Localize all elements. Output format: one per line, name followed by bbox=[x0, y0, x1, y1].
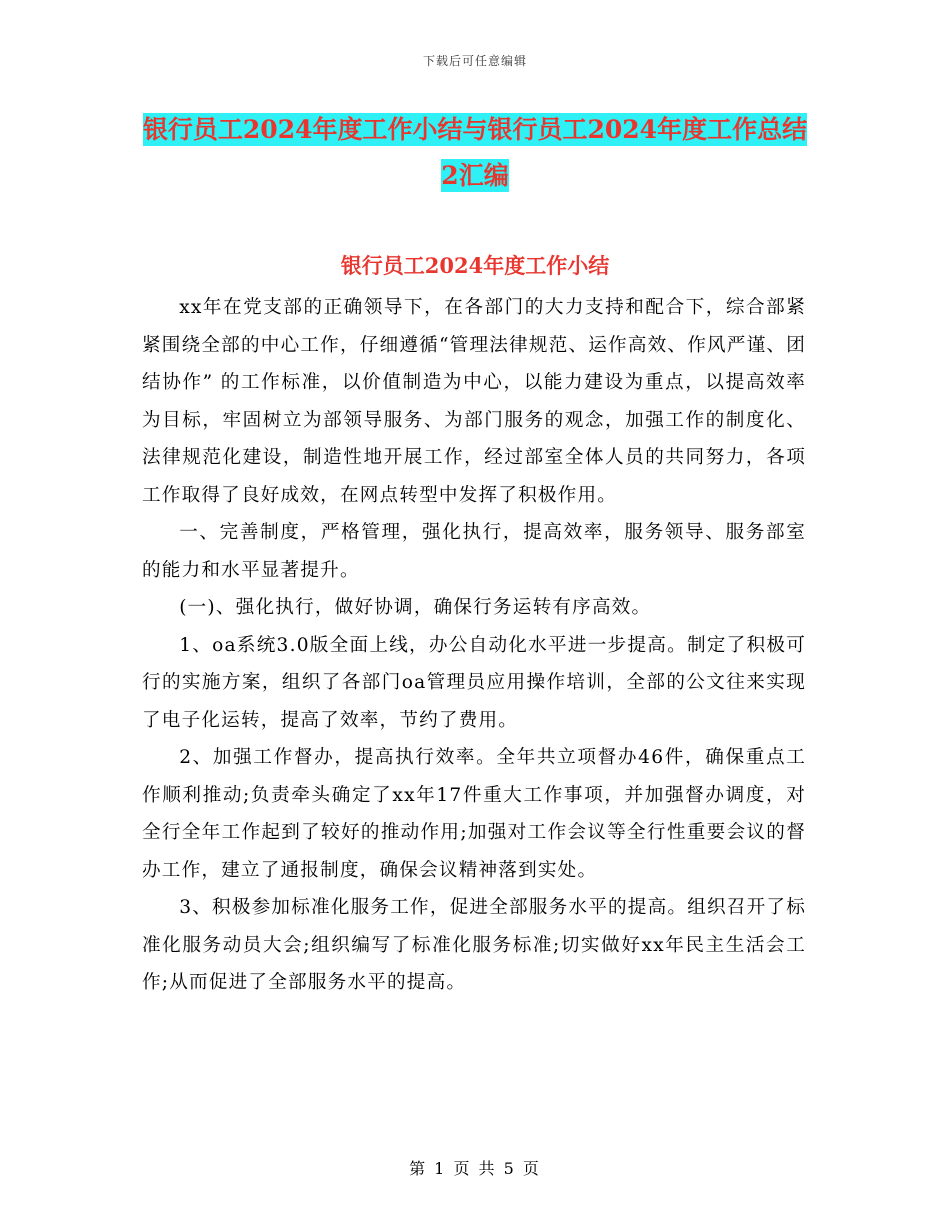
page-number: 第 1 页 共 5 页 bbox=[409, 1159, 541, 1178]
paragraph-item-3: 3、积极参加标准化服务工作，促进全部服务水平的提高。组织召开了标准化服务动员大会;组织编写了标准化服务标准;切实做好xx年民主生活会工作;从而促进了全部服务水平的提高。 bbox=[142, 897, 806, 993]
paragraph-subheading-1: (一)、强化执行，做好协调，确保行务运转有序高效。 bbox=[179, 597, 652, 618]
page-header-note: 下载后可任意编辑 bbox=[422, 54, 527, 68]
document-title bbox=[140, 107, 810, 199]
paragraph-intro: xx年在党支部的正确领导下，在各部门的大力支持和配合下，综合部紧紧围绕全部的中心工作，仔细遵循“管理法律规范、运作高效、作风严谨、团结协作” 的工作标准，以价值制造为中心，以能力建设为重点，以提高效率为目标，牢固树立为部领导服务、为部门服务的观念，加强工作的制度化、法律规范化建设，制造性地开展工作，经过部室全体人员的共同努力，各项工作取得了良好成效，在网点转型中发挥了积极作用。 bbox=[142, 297, 806, 506]
section-title: 银行员工2024年度工作小结 bbox=[340, 253, 610, 278]
paragraph-item-2: 2、加强工作督办，提高执行效率。全年共立项督办46件，确保重点工作顺利推动;负责牵头确定了xx年17件重大工作事项，并加强督办调度，对全行全年工作起到了较好的推动作用;加强对工作会议等全行性重要会议的督办工作，建立了通报制度，确保会议精神落到实处。 bbox=[142, 747, 806, 881]
paragraph-heading-1: 一、完善制度，严格管理，强化执行，提高效率，服务领导、服务部室的能力和水平显著提升。 bbox=[142, 522, 806, 581]
paragraph-item-1: 1、oa系统3.0版全面上线，办公自动化水平进一步提高。制定了积极可行的实施方案，组织了各部门oa管理员应用操作培训，全部的公文往来实现了电子化运转，提高了效率，节约了费用。 bbox=[142, 634, 806, 731]
document-body bbox=[142, 289, 806, 1002]
document-title-text: 银行员工2024年度工作小结与银行员工2024年度工作总结2汇编 bbox=[142, 115, 808, 190]
